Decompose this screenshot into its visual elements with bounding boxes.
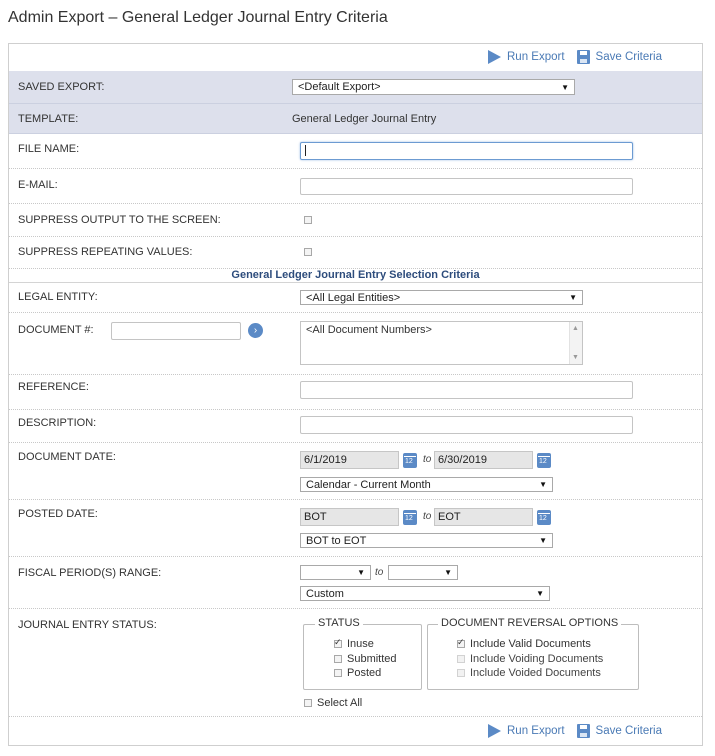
fiscal-period-preset-select[interactable] [300,586,550,601]
posted-date-preset-select[interactable] [300,533,553,548]
suppress-repeating-label: SUPPRESS REPEATING VALUES: [18,246,193,258]
posted-date-to-label: to [423,511,432,522]
play-icon [488,50,501,64]
scroll-down-icon[interactable]: ▼ [572,354,579,361]
fiscal-period-preset-value: Custom [306,587,344,600]
email-label: E-MAIL: [18,179,58,191]
template-label: TEMPLATE: [18,113,79,125]
chevron-down-icon: ▼ [444,568,452,577]
suppress-output-checkbox[interactable] [304,216,312,224]
fiscal-period-row [9,557,702,609]
document-date-from-input[interactable]: 6/1/2019 [300,451,399,469]
journal-status-label: JOURNAL ENTRY STATUS: [18,619,157,631]
document-number-input[interactable] [111,322,241,340]
status-submitted-checkbox[interactable] [334,655,342,663]
scroll-up-icon[interactable]: ▲ [572,325,579,332]
reference-label: REFERENCE: [18,381,89,393]
legal-entity-value: <All Legal Entities> [306,291,401,304]
legal-entity-row [9,283,702,313]
select-all-label: Select All [317,697,363,709]
chevron-down-icon: ▼ [539,536,547,545]
section-header-row [9,269,702,283]
reversal-voided-checkbox [457,669,465,677]
calendar-icon[interactable] [537,453,551,468]
status-submitted-option[interactable] [334,653,397,665]
reversal-valid-option[interactable] [457,638,591,650]
reversal-options-group [427,617,639,690]
status-inuse-checkbox[interactable] [334,640,342,648]
saved-export-row [9,71,702,104]
posted-date-preset-value: BOT to EOT [306,534,367,547]
template-value: General Ledger Journal Entry [292,113,437,125]
run-export-label: Run Export [507,51,565,63]
legal-entity-select[interactable] [300,290,583,305]
fiscal-period-to-select[interactable] [388,565,458,580]
posted-date-from-input[interactable]: BOT [300,508,399,526]
posted-date-row [9,500,702,557]
status-posted-option[interactable] [334,667,381,679]
reversal-voiding-checkbox [457,655,465,663]
save-criteria-button[interactable] [577,50,662,64]
reversal-voided-option [457,667,601,679]
saved-export-value: <Default Export> [298,81,381,93]
calendar-icon[interactable] [403,510,417,525]
document-date-preset-select[interactable] [300,477,553,492]
criteria-panel [8,43,703,746]
fiscal-period-label: FISCAL PERIOD(S) RANGE: [18,567,162,579]
status-posted-label: Posted [347,667,382,679]
chevron-down-icon: ▼ [539,480,547,489]
chevron-down-icon: ▼ [561,82,569,92]
save-criteria-button[interactable] [577,724,662,738]
description-label: DESCRIPTION: [18,417,97,429]
status-inuse-option[interactable] [334,638,374,650]
description-input[interactable] [300,416,633,434]
document-date-preset-value: Calendar - Current Month [306,478,431,491]
chevron-down-icon: ▼ [569,293,577,302]
top-toolbar [488,44,702,70]
run-export-button[interactable] [488,50,565,64]
play-icon [488,724,501,738]
document-date-label: DOCUMENT DATE: [18,451,116,463]
arrow-right-icon[interactable]: › [248,323,263,338]
select-all-checkbox[interactable] [304,699,312,707]
save-icon [577,724,590,738]
status-posted-checkbox[interactable] [334,669,342,677]
calendar-icon[interactable] [403,453,417,468]
file-name-input[interactable] [300,142,633,160]
bottom-toolbar [488,718,702,744]
fiscal-period-to-label: to [375,567,384,578]
suppress-output-label: SUPPRESS OUTPUT TO THE SCREEN: [18,214,221,226]
run-export-label: Run Export [507,725,565,737]
select-all-option[interactable] [304,697,362,709]
posted-date-label: POSTED DATE: [18,508,98,520]
reversal-voiding-label: Include Voiding Documents [470,653,604,665]
status-inuse-label: Inuse [347,638,374,650]
file-name-row [9,134,702,169]
document-number-list[interactable] [300,321,583,365]
suppress-repeating-row [9,237,702,269]
run-export-button[interactable] [488,724,565,738]
save-criteria-label: Save Criteria [595,51,662,63]
status-legend: STATUS [315,617,363,629]
document-number-row [9,313,702,375]
status-submitted-label: Submitted [347,653,397,665]
page-title: Admin Export – General Ledger Journal Entry Criteria [8,9,388,26]
reversal-voiding-option [457,653,603,665]
status-group [303,617,422,690]
description-row [9,410,702,443]
save-icon [577,50,590,64]
file-name-label: FILE NAME: [18,143,80,155]
text-cursor [305,145,306,156]
fiscal-period-from-select[interactable] [300,565,371,580]
document-date-to-input[interactable]: 6/30/2019 [434,451,533,469]
document-number-label: DOCUMENT #: [18,324,94,336]
chevron-down-icon: ▼ [357,568,365,577]
document-list-scrollbar[interactable] [569,322,582,364]
journal-status-row [9,609,702,717]
suppress-output-row [9,204,702,237]
suppress-repeating-checkbox[interactable] [304,248,312,256]
reference-row [9,375,702,410]
document-date-row [9,443,702,500]
save-criteria-label: Save Criteria [595,725,662,737]
calendar-icon[interactable] [537,510,551,525]
reference-input[interactable] [300,381,633,399]
email-row [9,169,702,204]
reversal-valid-label: Include Valid Documents [470,638,591,650]
chevron-down-icon: ▼ [536,589,544,598]
saved-export-label: SAVED EXPORT: [18,81,105,93]
posted-date-to-input[interactable]: EOT [434,508,533,526]
template-row [9,104,702,134]
document-date-to-label: to [423,454,432,465]
reversal-legend: DOCUMENT REVERSAL OPTIONS [438,617,621,629]
section-title: General Ledger Journal Entry Selection Criteria [231,269,480,281]
email-input[interactable] [300,178,633,195]
reversal-valid-checkbox[interactable] [457,640,465,648]
reversal-voided-label: Include Voided Documents [470,667,601,679]
legal-entity-label: LEGAL ENTITY: [18,291,98,303]
saved-export-select[interactable] [292,79,575,95]
document-number-list-value: <All Document Numbers> [306,324,432,336]
